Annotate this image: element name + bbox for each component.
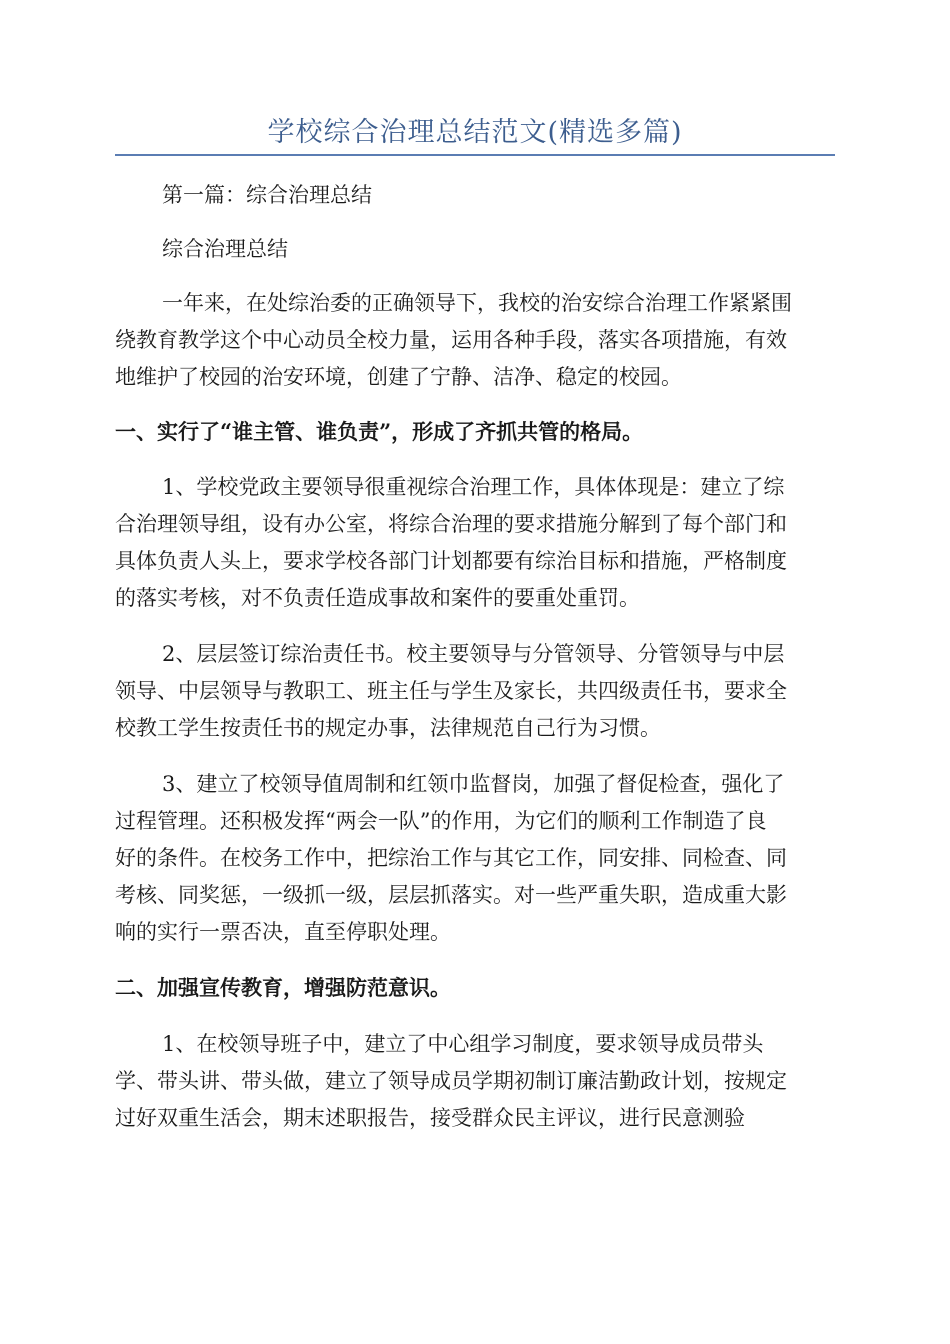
paragraph-line: 2、层层签订综治责任书。校主要领导与分管领导、分管领导与中层 [162, 642, 785, 666]
paragraph-line: 校教工学生按责任书的规定办事，法律规范自己行为习惯。 [115, 716, 661, 740]
paragraph-line: 具体负责人头上，要求学校各部门计划都要有综治目标和措施，严格制度 [115, 549, 787, 573]
document-title: 学校综合治理总结范文(精选多篇) [267, 117, 683, 148]
paragraph-line: 绕教育教学这个中心动员全校力量，运用各种手段，落实各项措施，有效 [115, 328, 787, 352]
subtitle: 综合治理总结 [162, 237, 288, 261]
section-heading: 一、实行了“谁主管、谁负责”，形成了齐抓共管的格局。 [115, 419, 644, 444]
paragraph-line: 1、学校党政主要领导很重视综合治理工作，具体体现是：建立了综 [162, 475, 785, 499]
paragraph-line: 考核、同奖惩，一级抓一级，层层抓落实。对一些严重失职，造成重大影 [115, 883, 787, 907]
paragraph-line: 3、建立了校领导值周制和红领巾监督岗，加强了督促检查，强化了 [162, 772, 785, 796]
paragraph-line: 的落实考核，对不负责任造成事故和案件的要重处重罚。 [115, 586, 640, 610]
title-underline [115, 154, 835, 156]
section-heading: 第一篇：综合治理总结 [162, 183, 372, 207]
paragraph-line: 学、带头讲、带头做，建立了领导成员学期初制订廉洁勤政计划，按规定 [115, 1069, 787, 1093]
section-heading: 二、加强宣传教育，增强防范意识。 [115, 975, 451, 1000]
paragraph-line: 合治理领导组，设有办公室，将综合治理的要求措施分解到了每个部门和 [115, 512, 787, 536]
paragraph-line: 过程管理。还积极发挥“两会一队”的作用，为它们的顺利工作制造了良 [115, 809, 767, 833]
paragraph-line: 一年来，在处综治委的正确领导下，我校的治安综合治理工作紧紧围 [162, 291, 792, 315]
paragraph-line: 好的条件。在校务工作中，把综治工作与其它工作，同安排、同检查、同 [115, 846, 787, 870]
paragraph-line: 过好双重生活会，期末述职报告，接受群众民主评议，进行民意测验 [115, 1106, 745, 1130]
paragraph-line: 1、在校领导班子中，建立了中心组学习制度，要求领导成员带头 [162, 1032, 764, 1056]
paragraph-line: 领导、中层领导与教职工、班主任与学生及家长，共四级责任书，要求全 [115, 679, 787, 703]
paragraph-line: 地维护了校园的治安环境，创建了宁静、洁净、稳定的校园。 [115, 365, 682, 389]
paragraph-line: 响的实行一票否决，直至停职处理。 [115, 920, 451, 944]
